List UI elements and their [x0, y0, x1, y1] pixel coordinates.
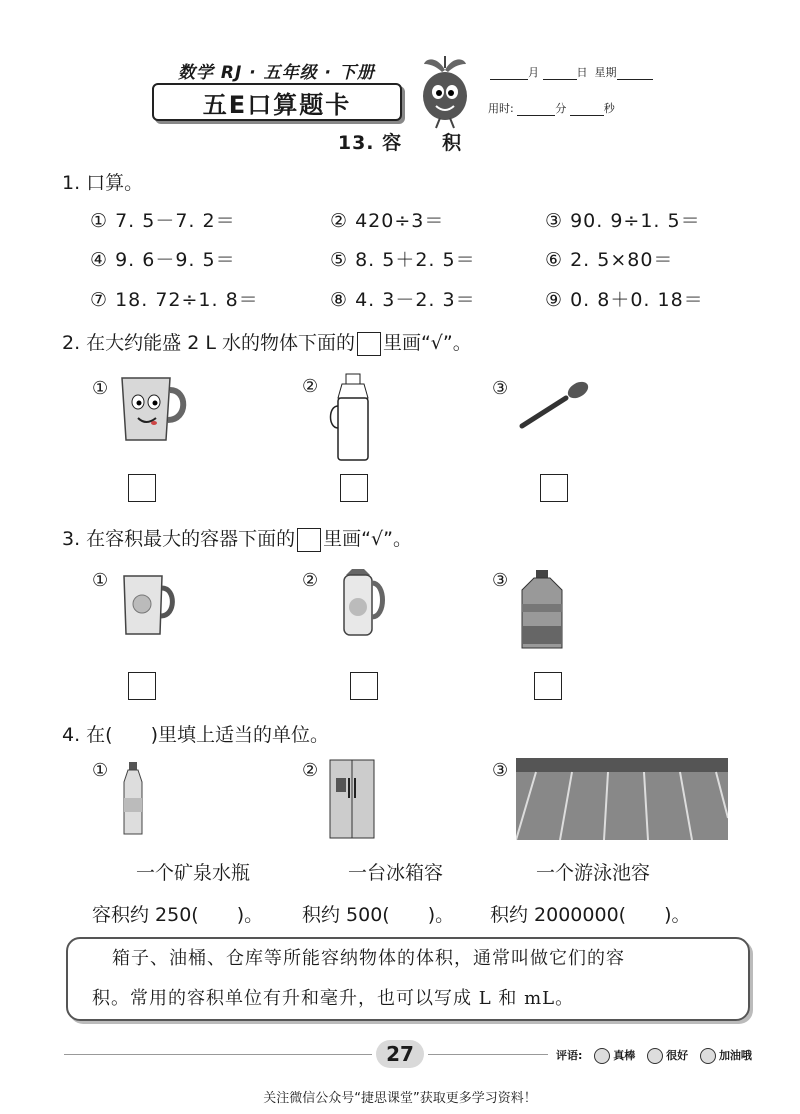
calc-item: ⑦ 18. 72÷1. 8＝	[90, 289, 259, 311]
weekday-label: 星期	[594, 66, 617, 79]
swimming-pool-image	[516, 758, 728, 840]
happy-face-icon[interactable]	[647, 1048, 663, 1064]
answer-checkbox[interactable]	[128, 474, 156, 502]
note-line: 积。常用的容积单位有升和毫升，也可以写成 L 和 mL。	[92, 988, 575, 1009]
option-label: ②	[302, 376, 319, 397]
answer-checkbox[interactable]	[340, 474, 368, 502]
option-label: ③	[492, 570, 509, 591]
answer-checkbox[interactable]	[540, 474, 568, 502]
q3-heading-suffix: 里画“√”。	[323, 528, 412, 550]
item-caption: 一台冰箱容	[348, 862, 444, 884]
banner-title: 五E口算题卡	[152, 83, 402, 121]
small-cup-image	[120, 570, 178, 640]
water-jug-image	[518, 568, 566, 652]
cartoon-mug-image	[118, 374, 188, 444]
page-number: 27	[376, 1040, 424, 1068]
rating-try: 加油哦	[718, 1049, 752, 1062]
calc-item: ⑤ 8. 5＋2. 5＝	[330, 249, 476, 271]
option-label: ②	[302, 570, 319, 591]
unit-answer[interactable]: 积约 2000000( )。	[490, 904, 691, 926]
answer-checkbox[interactable]	[128, 672, 156, 700]
cheer-face-icon[interactable]	[700, 1048, 716, 1064]
note-line: 箱子、油桶、仓库等所能容纳物体的体积，通常叫做它们的容	[112, 948, 625, 969]
answer-checkbox[interactable]	[350, 672, 378, 700]
radish-mascot-icon	[412, 52, 478, 130]
footer-promo: 关注微信公众号“捷思课堂”获取更多学习资料！	[263, 1091, 537, 1106]
q2-heading-suffix: 里画“√”。	[382, 332, 472, 354]
rating-row	[556, 1047, 752, 1064]
unit-answer[interactable]: 容积约 250( )。	[92, 904, 264, 926]
subject-line: 数学 RJ · 五年级 · 下册	[178, 63, 375, 83]
day-label: 日	[576, 66, 588, 79]
calc-item: ② 420÷3＝	[330, 210, 445, 232]
kettle-jug-image	[334, 567, 386, 639]
item-caption: 一个矿泉水瓶	[136, 862, 251, 884]
option-label: ①	[92, 378, 109, 399]
option-label: ③	[492, 378, 509, 399]
calc-item: ⑧ 4. 3－2. 3＝	[330, 289, 476, 311]
q3-heading-text: 3. 在容积最大的容器下面的	[62, 528, 296, 550]
q1-heading: 1. 口算。	[62, 172, 144, 194]
refrigerator-image	[328, 758, 376, 840]
calc-item: ④ 9. 6－9. 5＝	[90, 249, 236, 271]
rating-good: 很好	[666, 1049, 689, 1062]
time-line	[488, 100, 615, 116]
seconds-label: 秒	[603, 102, 615, 115]
footer-rule	[428, 1054, 548, 1055]
footer-rule	[64, 1054, 372, 1055]
q2-heading-text: 2. 在大约能盛 2 L 水的物体下面的	[62, 332, 355, 354]
thermos-bottle-image	[328, 372, 378, 464]
calc-item: ③ 90. 9÷1. 5＝	[545, 210, 701, 232]
date-line	[490, 64, 653, 80]
option-label: ①	[92, 570, 109, 591]
time-label: 用时:	[488, 102, 514, 115]
water-bottle-image	[118, 760, 148, 838]
checkbox-sample	[357, 332, 381, 356]
checkbox-sample	[297, 528, 321, 552]
unit-answer[interactable]: 积约 500( )。	[302, 904, 455, 926]
rating-label: 评语:	[556, 1049, 583, 1062]
calc-item: ⑥ 2. 5×80＝	[545, 249, 674, 271]
answer-checkbox[interactable]	[534, 672, 562, 700]
calc-item: ① 7. 5－7. 2＝	[90, 210, 236, 232]
smile-face-icon[interactable]	[594, 1048, 610, 1064]
spoon-image	[516, 380, 592, 432]
option-label: ①	[92, 760, 109, 781]
rating-great: 真棒	[613, 1049, 636, 1062]
q4-heading: 4. 在( )里填上适当的单位。	[62, 724, 329, 746]
q3-heading	[62, 524, 412, 552]
lesson-title: 13. 容 积	[337, 132, 463, 154]
item-caption: 一个游泳池容	[536, 862, 651, 884]
option-label: ③	[492, 760, 509, 781]
minutes-label: 分	[555, 102, 567, 115]
month-label: 月	[528, 66, 539, 79]
calc-item: ⑨ 0. 8＋0. 18＝	[545, 289, 704, 311]
q2-heading	[62, 328, 472, 356]
option-label: ②	[302, 760, 319, 781]
